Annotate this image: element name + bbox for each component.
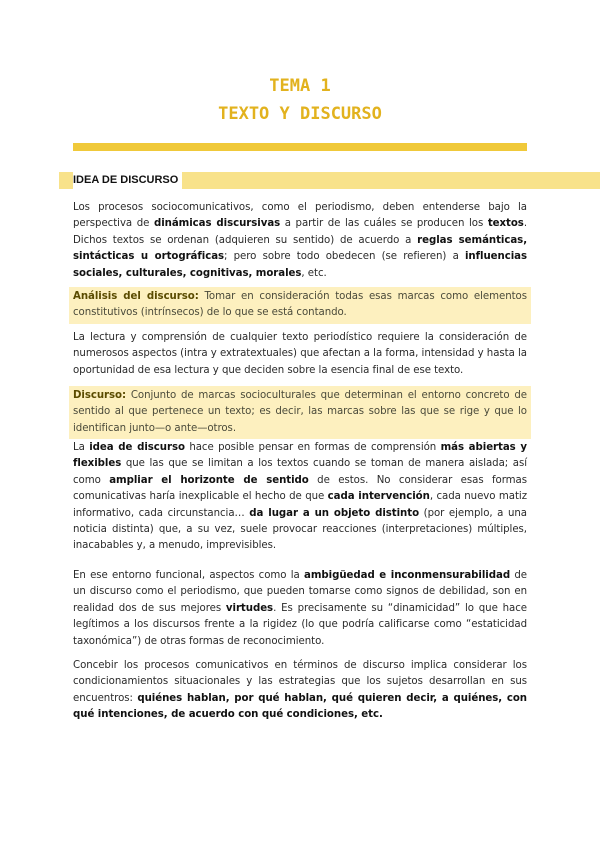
title-divider	[73, 143, 527, 151]
text-run: . Es precisamente su “dinamicidad” lo que hace legítimos a los discursos frente a la rigidez (lo que podría calificarse como “estaticidad taxonómica”) de otras formas de reconocimiento.	[73, 602, 527, 647]
page-title: TEXTO Y DISCURSO	[218, 104, 382, 124]
text-run: . Dichos textos se ordenan (adquieren su sentido) de acuerdo a	[73, 218, 528, 246]
section-heading: IDEA DE DISCURSO	[73, 172, 182, 189]
text-run: a partir de las cuáles se producen los	[280, 218, 488, 230]
bold-run: quiénes hablan, por qué hablan, qué quieren decir, a quiénes, con qué intenciones, de acuerdo con qué condiciones, etc.	[73, 692, 528, 721]
definition-text: Tomar en consideración todas esas marcas como elementos constitutivos (intrínsecos) de lo que se está contando.	[73, 291, 527, 319]
bold-run: idea de discurso	[89, 442, 185, 453]
text-run: de estos. No considerar esas formas comunicativas haría inexplicable el hecho de que	[73, 474, 528, 503]
definition-term: Análisis del discurso:	[73, 291, 199, 302]
text-run: , etc.	[301, 267, 327, 279]
text-run: hace posible pensar en formas de comprensión	[184, 442, 441, 453]
text-run: , cada nuevo matiz informativo, cada circunstancia…	[73, 491, 527, 519]
bold-run: textos	[487, 218, 524, 230]
bold-run: ampliar el horizonte de sentido	[109, 474, 309, 486]
text-run: que las que se limitan a los textos cuando se toman de manera aislada; así como	[73, 458, 527, 486]
definition-term: Discurso:	[73, 390, 127, 401]
text-run: de un discurso como el periodismo, que pueden tomarse como signos de debilidad, son en realidad dos de sus mejores	[73, 570, 527, 614]
paragraph-concebir	[73, 658, 527, 724]
bold-run: cada intervención	[327, 491, 430, 503]
bold-run: virtudes	[225, 602, 274, 614]
text-run: En ese entorno funcional, aspectos como la	[73, 570, 305, 581]
definition-box-analisis	[69, 287, 531, 324]
text-run: Los procesos sociocomunicativos, como el periodismo, deben entenderse bajo la perspectiva de	[73, 202, 527, 230]
bold-run: reglas semánticas, sintácticas u ortográficas	[73, 234, 528, 263]
text-run: La	[73, 442, 90, 453]
text-run: (por ejemplo, a una noticia distinta) que, a su vez, suele provocar reacciones (interpretaciones) múltiples, inacabables y, a menudo, imprevisibles.	[73, 507, 527, 552]
paragraph-idea-discurso	[73, 440, 527, 555]
tema-label: TEMA 1	[269, 76, 331, 96]
bold-run: dinámicas discursivas	[153, 218, 281, 230]
definition-text: Conjunto de marcas socioculturales que determinan el entorno concreto de sentido al que pertenece un texto; es decir, las marcas sobre las que se rige y que lo identifican junto—o ante—otros.	[73, 390, 527, 434]
definition-box-discurso	[69, 386, 531, 439]
bold-run: influencias sociales, culturales, cognitivas, morales	[73, 251, 527, 279]
text-run: Concebir los procesos comunicativos en términos de discurso implica considerar los condicionamientos situacionales y las estrategias que los sujetos desarrollan en sus encuentros:	[73, 660, 527, 704]
paragraph-intro	[73, 200, 527, 282]
bold-run: ambigüedad e inconmensurabilidad	[304, 570, 511, 581]
text-run: ; pero sobre todo obedecen (se refieren) a	[224, 251, 465, 263]
bold-run: da lugar a un objeto distinto	[249, 507, 420, 519]
paragraph-entorno	[73, 568, 527, 650]
paragraph-lectura: La lectura y comprensión de cualquier texto periodístico requiere la consideración de numerosos aspectos (intra y extratextuales) que afectan a la forma, intensidad y hasta la oportunidad de esa lectura y que deciden sobre la esencia final de ese texto.	[73, 332, 527, 376]
bold-run: más abiertas y flexibles	[73, 442, 527, 470]
